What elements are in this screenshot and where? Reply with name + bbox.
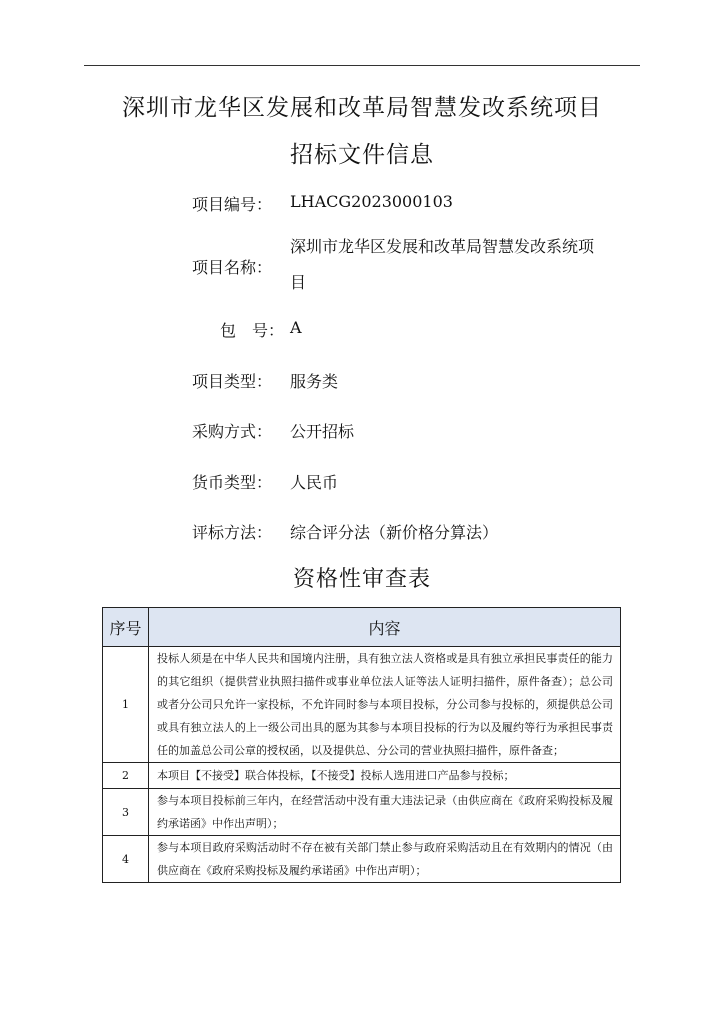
header-rule [84,65,640,66]
info-label: 项目类型： [192,372,273,391]
info-label: 采购方式： [192,422,273,441]
row-number: 1 [103,647,149,763]
column-header-no: 序号 [103,608,149,647]
column-header-content: 内容 [149,608,621,647]
row-number: 3 [103,789,149,836]
info-value: 深圳市龙华区发展和改革局智慧发改系统项目 [290,237,595,292]
row-number: 4 [103,836,149,883]
row-number: 2 [103,763,149,789]
table-header-row [103,608,621,647]
info-value: 服务类 [290,372,339,391]
info-value: 公开招标 [290,422,355,441]
table-row [103,836,621,883]
info-label: 项目名称： [192,258,273,277]
qualification-table [102,607,621,883]
row-content: 投标人须是在中华人民共和国境内注册，具有独立法人资格或是具有独立承担民事责任的能力的其它组织（提供营业执照扫描件或事业单位法人证等法人证明扫描件，原件备查）；总公司或者分公司只允许一家投标，不允许同时参与本项目投标，分公司参与投标的，须提供总公司或具有独立法人的上一级公司出具的愿为其参与本项目投标的行为以及履约等行为承担民事责任的加盖总公司公章的授权函，以及提供总、分公司的营业执照扫描件，原件备查； [149,647,621,763]
info-value: A [290,318,302,337]
info-value: 人民币 [290,473,339,492]
table-row [103,789,621,836]
info-value: 综合评分法（新价格分算法） [290,523,499,542]
document-title-line1: 深圳市龙华区发展和改革局智慧发改系统项目 [122,95,602,121]
info-label: 项目编号： [192,195,273,214]
table-row [103,763,621,789]
row-content: 参与本项目政府采购活动时不存在被有关部门禁止参与政府采购活动且在有效期内的情况（由供应商在《政府采购投标及履约承诺函》中作出声明）； [149,836,621,883]
info-label: 评标方法： [192,523,273,542]
document-title-line2: 招标文件信息 [290,142,434,168]
info-label: 包 号： [220,321,285,340]
row-content: 本项目【不接受】联合体投标，【不接受】投标人选用进口产品参与投标； [149,763,621,789]
table-row [103,647,621,763]
info-value: LHACG2023000103 [290,192,453,211]
section-title: 资格性审查表 [292,567,431,592]
row-content: 参与本项目投标前三年内，在经营活动中没有重大违法记录（由供应商在《政府采购投标及履约承诺函》中作出声明）； [149,789,621,836]
info-label: 货币类型： [192,473,273,492]
